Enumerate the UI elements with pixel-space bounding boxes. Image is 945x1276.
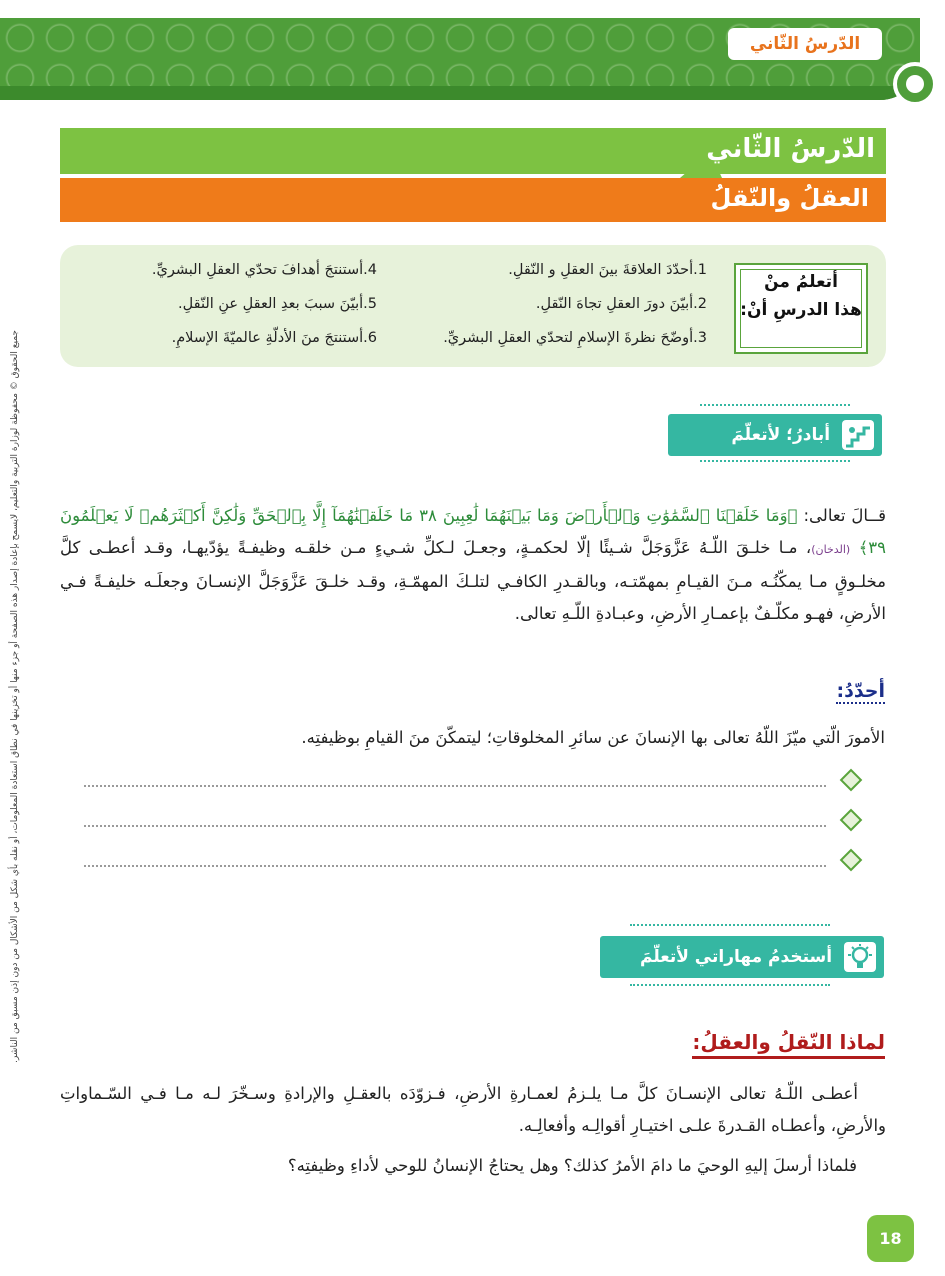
section-banner-initiate-label: أبادرُ؛ لأتعلّمَ [731,425,831,445]
intro-body: ، مـا خلـقَ اللّـهُ عَزَّوَجَلَّ شـيئًا إلّا لحكمـةٍ، وجعـلَ لـكلِّ شـيءٍ مـن خلقـه وظيفـةً يؤدّيهـا، وقـد أعطـى كلَّ مخلـوقٍ مـا يمكّنُـه مـنَ القيـامِ بمهمّتـه، وبالقـدرِ الكافـي لتلـكَ المهمّـةِ، وقـد خلـقَ عَزَّوَجَلَّ الإنسـانَ وجعلَـه خليفـةً فـي الأرضِ، فهـو مكلّـفٌ بإعمـارِ الأرضِ، وعبـادةِ اللّـهِ تعالى. [60,538,886,623]
section-banner-skills-label: أستخدمُ مهاراتي لأتعلّمَ [639,947,833,967]
lesson-tab: الدّرسُ الثّاني [728,28,882,60]
why-heading: لماذا النّقلُ والعقلُ: [692,1030,885,1059]
intro-paragraph [60,500,886,630]
objective-1: 1.أحدّدَ العلاقةَ بينَ العقلِ و النّقلِ. [508,262,707,278]
answer-line-2[interactable] [84,825,826,827]
objective-4: 4.أستنتجَ أهدافَ تحدّي العقلِ البشريِّ. [151,262,377,278]
objective-6: 6.أستنتجَ منَ الأدلّةِ عالميّةَ الإسلامِ. [171,330,377,346]
why-paragraph-1: أعطـى اللّـهُ تعالى الإنسـانَ كلَّ مـا يلـزمُ لعمـارةِ الأرضِ، فـزوّدَه بالعقـلِ والإرادةِ وسـخّرَ لـه مـا فـي السّـماواتِ والأرضِ، وأعطـاه القـدرةَ علـى اختيـارِ أقوالِـه وأفعالِـه. [60,1084,886,1135]
banner2-deco-top [630,924,830,936]
verse-intro: قــالَ تعالى: [803,506,887,525]
objective-2: 2.أبيّنَ دورَ العقلِ تجاهَ النّقلِ. [535,296,707,312]
bullet-diamond-2 [840,809,863,832]
why-paragraph-2: فلماذا أرسلَ إليهِ الوحيَ ما دامَ الأمرُ كذلك؟ وهل يحتاجُ الإنسانُ للوحي لأداءِ وظيفتِه؟ [287,1156,857,1175]
page-number: 18 [867,1215,914,1262]
bullet-diamond-1 [840,769,863,792]
section-banner-initiate [668,414,882,456]
task-prompt: الأمورَ الّتي ميّزَ اللّهُ تعالى بها الإنسانَ عن سائرِ المخلوقاتِ؛ ليتمكّنَ منَ القيامِ بوظيفتِه. [301,728,885,747]
answer-line-1[interactable] [84,785,826,787]
task-heading: أحدّدُ: [836,680,885,702]
objective-3: 3.أوضّحَ نظرةَ الإسلامِ لتحدّي العقلِ البشريِّ. [443,330,707,346]
lightbulb-icon [844,942,876,972]
stairs-icon [842,420,874,450]
objectives-label [734,268,868,324]
topic-title: العقلُ والنّقلُ [710,184,869,212]
lesson-title: الدّرسُ الثّاني [706,134,875,164]
header-knob-dot [906,75,924,93]
header-stripe [0,86,920,100]
banner1-deco-bottom [700,460,850,472]
objective-5: 5.أبيّنَ سببَ بعدِ العقلِ عنِ النّقلِ. [178,296,377,312]
objectives-label-line2: هذا الدرسِ أنْ: [740,300,862,320]
answer-line-3[interactable] [84,865,826,867]
bullet-diamond-3 [840,849,863,872]
verse-source: (الدخان) [811,543,851,556]
section-banner-skills [600,936,884,978]
copyright-side-note: جميع الحقوق © محفوظة لوزارة التربية والتعليم، لايسمح بإعادة إصدار هذه الصفحة أو جزء منها أو تخزينها في نطاق استعادة المعلومات، أو نقله بأي شكل من الأشكال من دون إذن مسبق من الناشر. [10,330,20,1063]
objectives-label-line1: أتعلمُ منْ [764,272,838,292]
banner2-deco-bottom [630,984,830,996]
quran-verse: ﴿وَمَا خَلَقۡنَا ٱلسَّمَٰوَٰتِ وَٱلۡأَرۡضَ وَمَا بَيۡنَهُمَا لَٰعِبِينَ ٣٨ مَا خَلَقۡنَٰهُمَآ إِلَّا بِٱلۡحَقِّ وَلَٰكِنَّ أَكۡثَرَهُمۡ لَا يَعۡلَمُونَ ٣٩﴾ [60,506,886,557]
